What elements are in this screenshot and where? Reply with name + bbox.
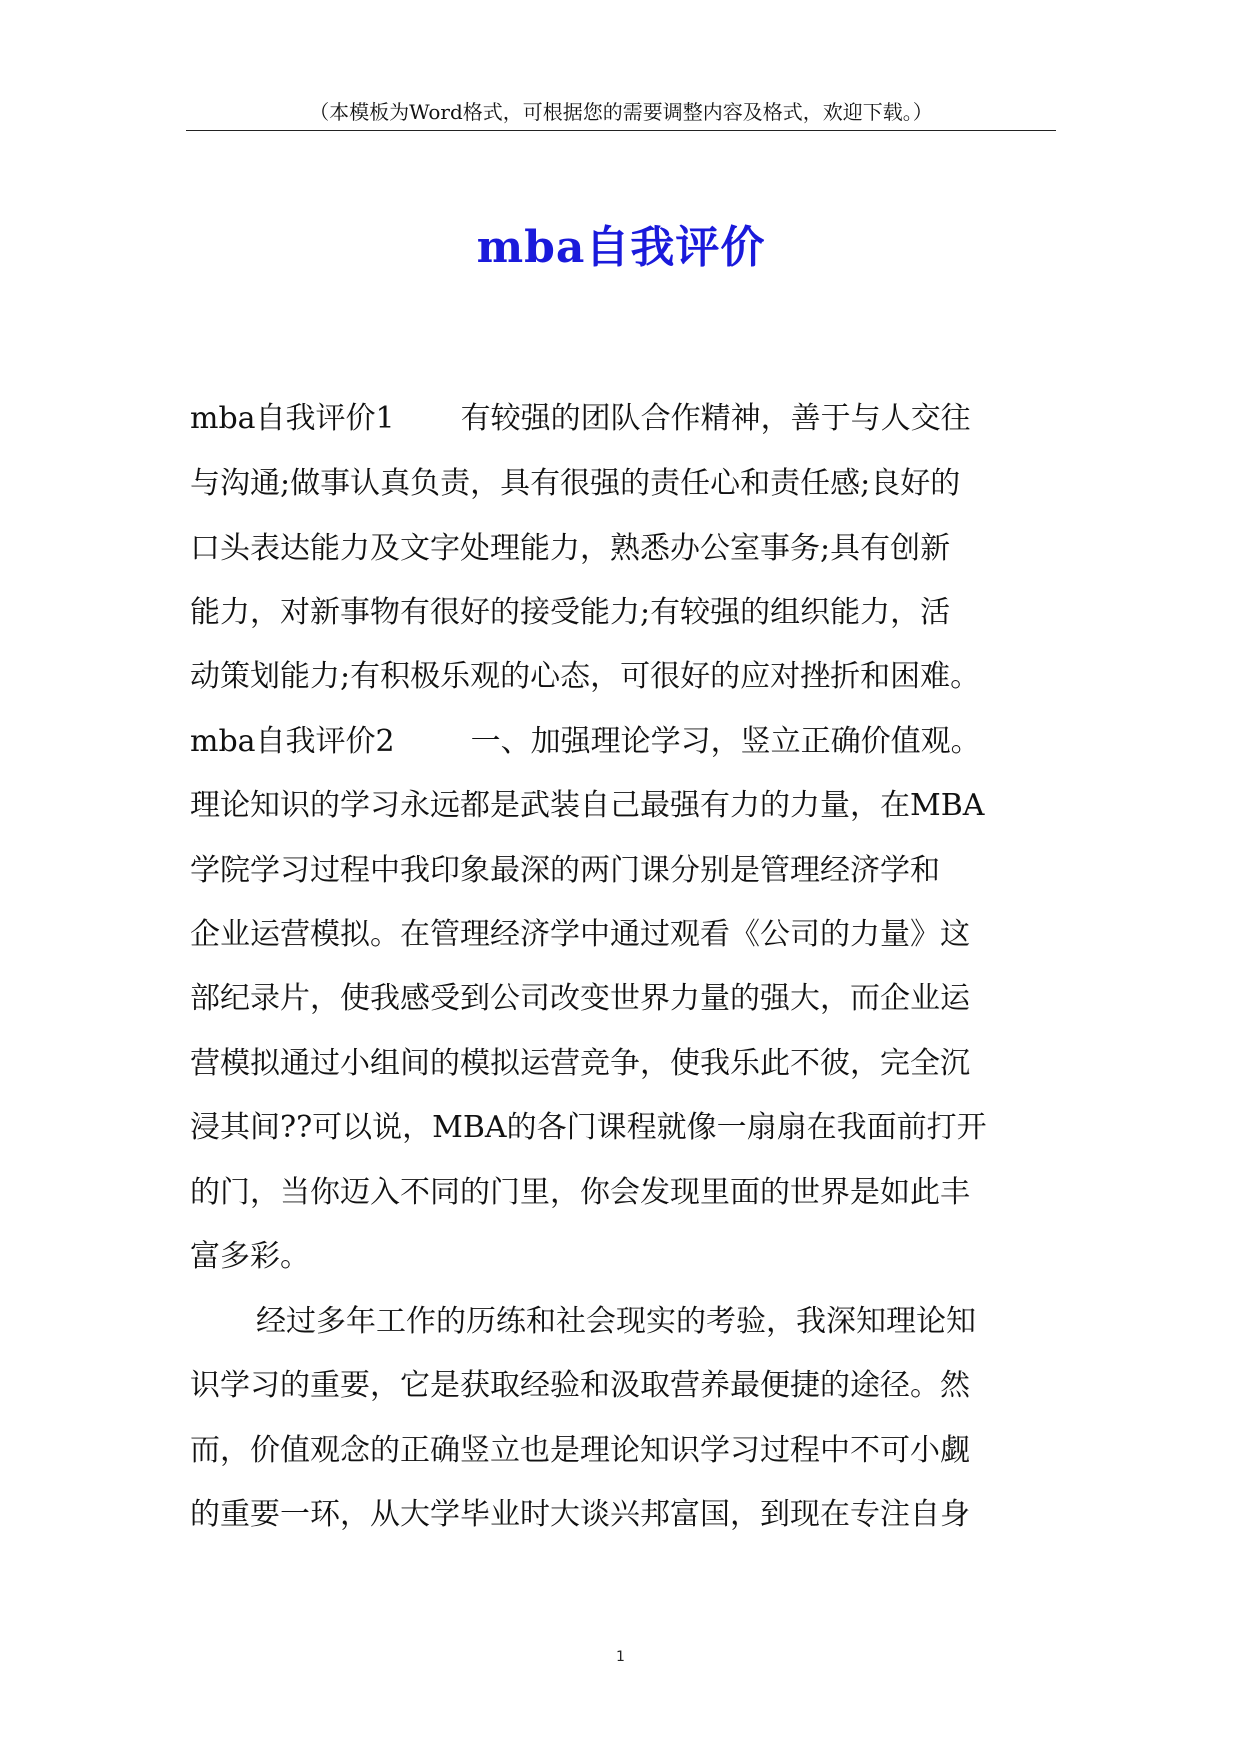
- paragraph-line: 的重要一环，从大学毕业时大谈兴邦富国，到现在专注自身: [190, 1497, 970, 1532]
- paragraph-line: 的门，当你迈入不同的门里，你会发现里面的世界是如此丰: [190, 1175, 970, 1210]
- paragraph-line: 动策划能力;有积极乐观的心态，可很好的应对挫折和困难。: [190, 659, 981, 694]
- paragraph-line: [190, 399, 971, 439]
- paragraph-line: 而，价值观念的正确竖立也是理论知识学习过程中不可小觑: [190, 1433, 970, 1468]
- header-note: （本模板为Word格式，可根据您的需要调整内容及格式，欢迎下载。）: [309, 100, 933, 124]
- paragraph-line: 理论知识的学习永远都是武装自己最强有力的力量，在MBA: [190, 788, 985, 823]
- page-number: 1: [616, 1649, 625, 1665]
- header-divider: [186, 130, 1056, 131]
- paragraph-line: 口头表达能力及文字处理能力，熟悉办公室事务;具有创新: [190, 531, 951, 566]
- paragraph-line: 学院学习过程中我印象最深的两门课分别是管理经济学和: [190, 853, 940, 888]
- section-heading: mba自我评价1: [190, 401, 395, 436]
- paragraph-line: 与沟通;做事认真负责，具有很强的责任心和责任感;良好的: [190, 466, 961, 501]
- paragraph-line: 营模拟通过小组间的模拟运营竞争，使我乐此不彼，完全沉: [190, 1046, 970, 1081]
- paragraph-text: 一、加强理论学习，竖立正确价值观。: [470, 724, 981, 759]
- paragraph-line: 企业运营模拟。在管理经济学中通过观看《公司的力量》这: [190, 917, 970, 952]
- paragraph-line: 识学习的重要，它是获取经验和汲取营养最便捷的途径。然: [190, 1368, 970, 1403]
- section-heading: mba自我评价2: [190, 724, 395, 759]
- paragraph-line: 能力，对新事物有很好的接受能力;有较强的组织能力，活: [190, 595, 951, 630]
- paragraph-line: [190, 722, 981, 762]
- paragraph-line: 浸其间??可以说，MBA的各门课程就像一扇扇在我面前打开: [190, 1110, 987, 1145]
- paragraph-line: 部纪录片，使我感受到公司改变世界力量的强大，而企业运: [190, 981, 970, 1016]
- paragraph-line: 经过多年工作的历练和社会现实的考验，我深知理论知: [256, 1304, 976, 1339]
- paragraph-text: 有较强的团队合作精神，善于与人交往: [460, 401, 971, 436]
- paragraph-line: 富多彩。: [190, 1239, 310, 1274]
- document-title: mba自我评价: [476, 222, 766, 273]
